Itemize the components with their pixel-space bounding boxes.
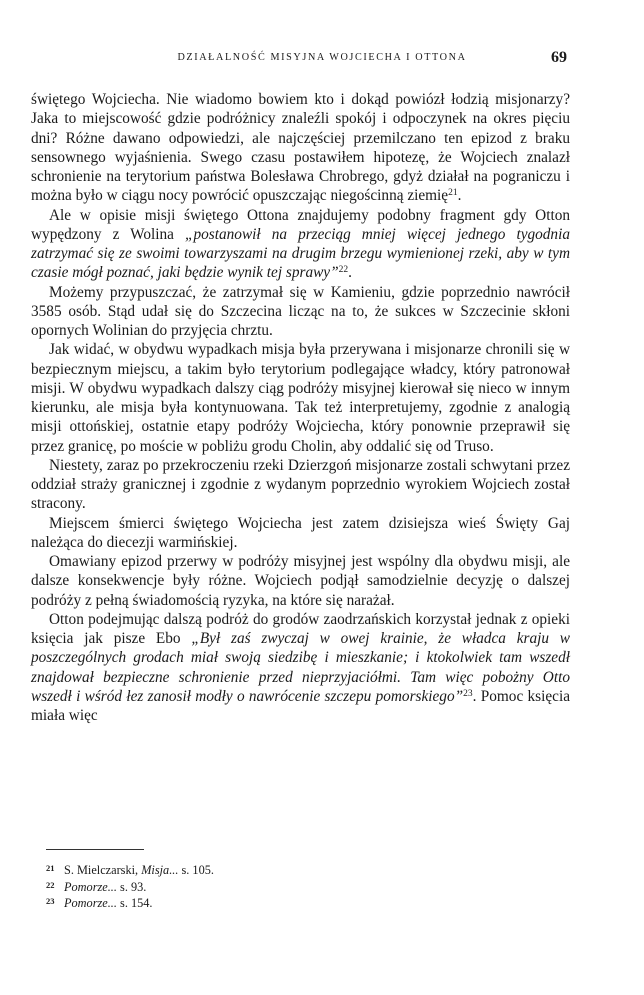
text-run: . — [348, 264, 352, 282]
footnote-reference: 21 — [448, 188, 458, 199]
italic-quote: „Był zaś zwyczaj w owej krainie, że władca kraju w poszczególnych grodach miał swoją siedzibę i mieszkanie; i ktokolwiek tam wszedł znajdował bezpieczne schronienie przed nieprzyjaciółmi. Tam więc pobożny Otto wszedł i wśród łez zanosił modły o nawrócenie szczepu pomorskiego” — [31, 630, 570, 705]
italic-quote: Pomorze... — [64, 879, 117, 894]
footnotes — [46, 861, 346, 911]
paragraph — [31, 283, 570, 341]
footnote-reference: 22 — [338, 265, 349, 276]
text-run: s. 154. — [116, 896, 153, 910]
text-run: s. 93. — [116, 879, 147, 894]
text-run: Niestety, zaraz po przekroczeniu rzeki Dzierzgoń misjonarze zostali schwytani przez oddział straży granicznej i zgodnie z wydanym poprzednio wyrokiem Wojciech został stracony. — [31, 456, 570, 513]
italic-quote: Misja... — [141, 863, 179, 877]
running-head: DZIAŁALNOŚĆ MISYJNA WOJCIECHA I OTTONA — [177, 52, 467, 63]
italic-quote: Pomorze... — [64, 896, 117, 910]
text-run: Otton podejmując dalszą podróż do grodów zaodrzańskich korzystał jednak z opieki księcia jak pisze Ebo — [31, 610, 570, 647]
body-text — [31, 90, 570, 725]
text-run: Możemy przypuszczać, że zatrzymał się w Kamieniu, gdzie poprzednio nawrócił 3585 osób. Stąd udał się do Szczecina licząc na to, że sukces w Szczecinie skłoni opornych Wolinian do przyjęcia chrztu. — [31, 283, 570, 339]
text-run: Miejscem śmierci świętego Wojciecha jest zatem dzisiejsza wieś Święty Gaj należąca do diecezji warmińskiej. — [31, 514, 570, 551]
footnote-number: 21 — [46, 863, 55, 873]
footnote — [46, 878, 346, 895]
page-number: 69 — [551, 49, 567, 66]
text-run: S. Mielczarski, — [64, 863, 142, 877]
text-run: s. 105. — [178, 863, 214, 877]
footnote-reference: 23 — [463, 688, 473, 699]
paragraph — [31, 90, 570, 206]
footnote — [46, 861, 346, 878]
footnote-separator — [46, 849, 144, 850]
paragraph — [31, 552, 570, 610]
paragraph — [31, 456, 570, 514]
paragraph — [31, 206, 570, 283]
footnote — [46, 894, 346, 911]
footnote-number: 22 — [46, 879, 55, 890]
footnote-number: 23 — [46, 896, 55, 906]
paragraph — [31, 514, 570, 553]
italic-quote: „postanowił na przeciąg mniej więcej jednego tygodnia zatrzymać się ze swoimi towarzyszami na drugim brzegu wymienionej rzeki, aby w tym czasie mógł poznać, jaki będzie wynik tej sprawy” — [31, 225, 570, 282]
paragraph — [31, 340, 570, 456]
text-run: Omawiany epizod przerwy w podróży misyjnej jest wspólny dla obydwu misji, ale dalsze konsekwencje były różne. Wojciech podjął samodzielnie decyzję o dalszej podróży z pełną świadomością ryzyka, na które się narażał. — [31, 553, 570, 609]
text-run: Jak widać, w obydwu wypadkach misja była przerywana i misjonarze chronili się w bezpiecznym miejscu, a takim było terytorium podlegające władcy, który patronował misji. W obydwu wypadkach dalszy ciąg podróży misyjnej kierował się nieco w innym kierunku, ale misja była kontynuowana. Tak też interpretujemy, zgodnie z analogią misji ottońskiej, ostatnie etapy podróży Wojciecha, który ponownie przeprawił się przez granicę, po moście w pobliżu grodu Cholin, aby oddalić się od Truso. — [31, 341, 570, 455]
text-run: . Pomoc księcia miała więc — [31, 687, 570, 724]
text-run: . — [457, 187, 462, 205]
paragraph — [31, 610, 570, 726]
text-run: świętego Wojciecha. Nie wiadomo bowiem kto i dokąd powiózł łodzią misjonarzy? Jaka to miejscowość gdzie podróżnicy znaleźli spokój i odpoczynek na okres pięciu dni? Różne dawano odpowiedzi, ale najczęściej przemilczano ten epizod z braku sensownego wyjaśnienia. Swego czasu postawiłem hipotezę, że Wojciech znalazł schronienie na terytorium państwa Bolesława Chrobrego, gdyż działał na pograniczu i można było w ciągu nocy powrócić opuszczając niegościnną ziemię — [31, 91, 570, 205]
text-run: Ale w opisie misji świętego Ottona znajdujemy podobny fragment gdy Otton wypędzony z Wolina — [31, 206, 570, 243]
